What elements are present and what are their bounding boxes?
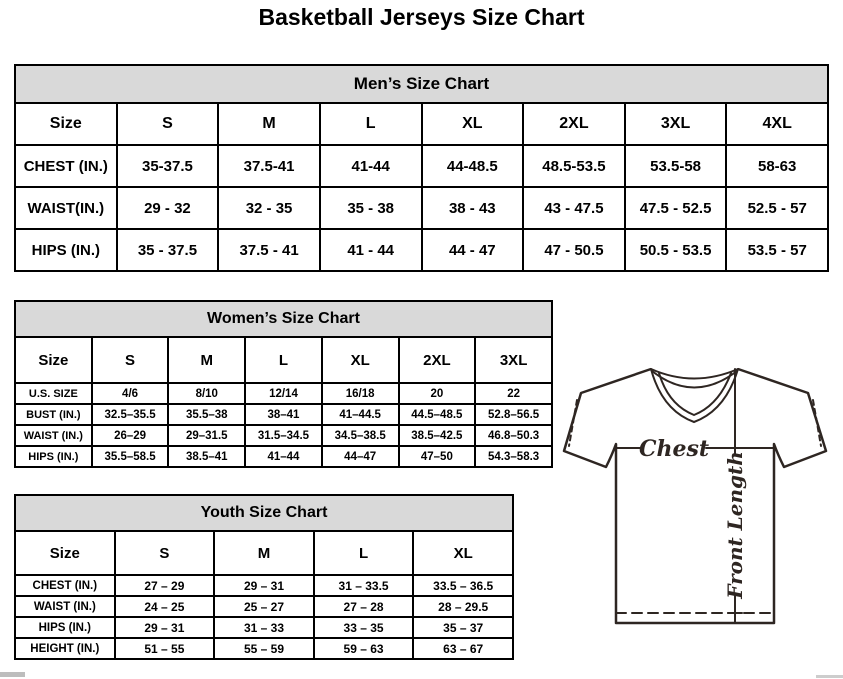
youth-size-chart-table: [14, 494, 514, 660]
collar-back-arc-1: [651, 369, 738, 379]
size-cell: 44–47: [322, 446, 399, 467]
size-cell: 47–50: [399, 446, 476, 467]
row-label: BUST (IN.): [15, 404, 92, 425]
size-cell: 41–44: [245, 446, 322, 467]
table-row: [15, 145, 828, 187]
size-cell: 35.5–38: [168, 404, 245, 425]
column-header: Size: [15, 103, 117, 145]
scrollbar-fragment-left: [0, 672, 25, 677]
column-header: L: [245, 337, 322, 383]
size-cell: 54.3–58.3: [475, 446, 552, 467]
column-header: Size: [15, 531, 115, 575]
table-row: [15, 575, 513, 596]
table-row: [15, 383, 552, 404]
size-cell: 38.5–41: [168, 446, 245, 467]
womens-size-chart-table: [14, 300, 553, 468]
front-length-label: Front Length: [723, 451, 747, 599]
size-cell: 29–31.5: [168, 425, 245, 446]
size-cell: 29 – 31: [214, 575, 314, 596]
column-header: 2XL: [523, 103, 625, 145]
size-cell: 35 - 38: [320, 187, 422, 229]
column-header: M: [218, 103, 320, 145]
table-row: [15, 446, 552, 467]
row-label: WAIST(IN.): [15, 187, 117, 229]
column-header: M: [214, 531, 314, 575]
size-cell: 16/18: [322, 383, 399, 404]
size-cell: 35.5–58.5: [92, 446, 169, 467]
chest-label: Chest: [638, 436, 710, 462]
column-header: M: [168, 337, 245, 383]
size-cell: 32 - 35: [218, 187, 320, 229]
scrollbar-fragment-right: [816, 675, 843, 678]
size-cell: 35 - 37.5: [117, 229, 219, 271]
size-cell: 58-63: [726, 145, 828, 187]
size-cell: 46.8–50.3: [475, 425, 552, 446]
size-cell: 63 – 67: [413, 638, 513, 659]
table-row: [15, 617, 513, 638]
mens-size-chart-table: [14, 64, 829, 272]
size-cell: 48.5-53.5: [523, 145, 625, 187]
table-row: [15, 187, 828, 229]
size-cell: 20: [399, 383, 476, 404]
size-cell: 27 – 28: [314, 596, 414, 617]
size-cell: 47 - 50.5: [523, 229, 625, 271]
right-cuff-stitch: [813, 400, 821, 446]
size-cell: 41–44.5: [322, 404, 399, 425]
size-cell: 33.5 – 36.5: [413, 575, 513, 596]
jersey-outline: [564, 369, 826, 623]
row-label: HIPS (IN.): [15, 617, 115, 638]
column-header: XL: [413, 531, 513, 575]
table-row: [15, 229, 828, 271]
size-cell: 34.5–38.5: [322, 425, 399, 446]
size-cell: 41 - 44: [320, 229, 422, 271]
column-header: L: [320, 103, 422, 145]
table-title: Youth Size Chart: [15, 495, 513, 531]
size-cell: 38 - 43: [422, 187, 524, 229]
size-cell: 26–29: [92, 425, 169, 446]
column-header: XL: [322, 337, 399, 383]
table-row: [15, 404, 552, 425]
size-cell: 8/10: [168, 383, 245, 404]
column-header: 2XL: [399, 337, 476, 383]
size-cell: 51 – 55: [115, 638, 215, 659]
table-title: Men’s Size Chart: [15, 65, 828, 103]
size-cell: 29 - 32: [117, 187, 219, 229]
size-cell: 52.5 - 57: [726, 187, 828, 229]
row-label: WAIST (IN.): [15, 596, 115, 617]
size-cell: 29 – 31: [115, 617, 215, 638]
size-cell: 28 – 29.5: [413, 596, 513, 617]
table-row: [15, 638, 513, 659]
column-header: 4XL: [726, 103, 828, 145]
size-cell: 32.5–35.5: [92, 404, 169, 425]
size-cell: 41-44: [320, 145, 422, 187]
row-label: HIPS (IN.): [15, 446, 92, 467]
column-header: XL: [422, 103, 524, 145]
column-header: 3XL: [625, 103, 727, 145]
size-cell: 12/14: [245, 383, 322, 404]
size-cell: 50.5 - 53.5: [625, 229, 727, 271]
row-label: WAIST (IN.): [15, 425, 92, 446]
size-cell: 33 – 35: [314, 617, 414, 638]
size-cell: 35-37.5: [117, 145, 219, 187]
size-cell: 44 - 47: [422, 229, 524, 271]
size-cell: 53.5-58: [625, 145, 727, 187]
size-cell: 55 – 59: [214, 638, 314, 659]
size-cell: 22: [475, 383, 552, 404]
jersey-measurement-diagram: [556, 356, 840, 636]
size-cell: 38–41: [245, 404, 322, 425]
size-cell: 44-48.5: [422, 145, 524, 187]
row-label: HEIGHT (IN.): [15, 638, 115, 659]
table-title: Women’s Size Chart: [15, 301, 552, 337]
row-label: U.S. SIZE: [15, 383, 92, 404]
size-cell: 59 – 63: [314, 638, 414, 659]
column-header: L: [314, 531, 414, 575]
page-title: Basketball Jerseys Size Chart: [258, 4, 585, 30]
size-cell: 4/6: [92, 383, 169, 404]
size-cell: 37.5 - 41: [218, 229, 320, 271]
column-header: S: [92, 337, 169, 383]
table-row: [15, 425, 552, 446]
column-header: Size: [15, 337, 92, 383]
size-cell: 24 – 25: [115, 596, 215, 617]
size-cell: 44.5–48.5: [399, 404, 476, 425]
size-cell: 38.5–42.5: [399, 425, 476, 446]
size-cell: 52.8–56.5: [475, 404, 552, 425]
column-header: 3XL: [475, 337, 552, 383]
size-cell: 43 - 47.5: [523, 187, 625, 229]
table-row: [15, 596, 513, 617]
column-header: S: [115, 531, 215, 575]
size-cell: 31.5–34.5: [245, 425, 322, 446]
size-cell: 25 – 27: [214, 596, 314, 617]
size-cell: 47.5 - 52.5: [625, 187, 727, 229]
size-cell: 27 – 29: [115, 575, 215, 596]
row-label: HIPS (IN.): [15, 229, 117, 271]
size-cell: 31 – 33: [214, 617, 314, 638]
row-label: CHEST (IN.): [15, 145, 117, 187]
size-cell: 37.5-41: [218, 145, 320, 187]
column-header: S: [117, 103, 219, 145]
size-cell: 53.5 - 57: [726, 229, 828, 271]
size-cell: 35 – 37: [413, 617, 513, 638]
size-cell: 31 – 33.5: [314, 575, 414, 596]
row-label: CHEST (IN.): [15, 575, 115, 596]
